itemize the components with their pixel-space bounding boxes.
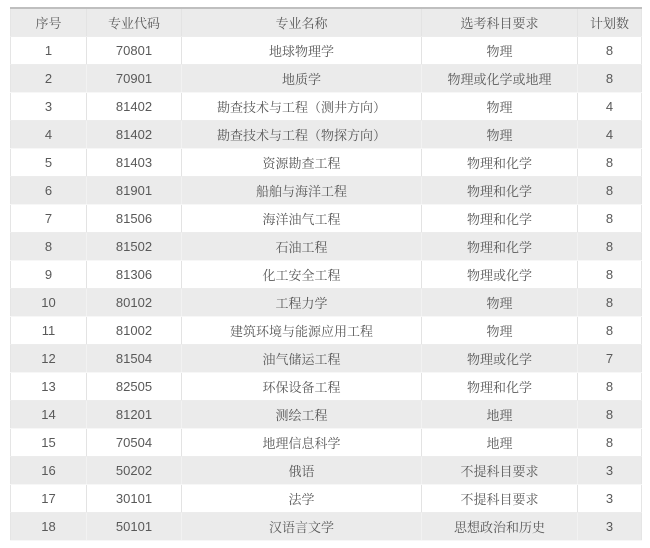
cell-major-code: 81901 [87, 176, 182, 204]
cell-plan-count: 8 [578, 64, 642, 92]
cell-plan-count: 8 [578, 428, 642, 456]
table-row [11, 120, 642, 148]
cell-major-name: 汉语言文学 [182, 512, 422, 540]
cell-major-code: 50101 [87, 512, 182, 540]
cell-index: 13 [11, 372, 87, 400]
cell-plan-count: 7 [578, 344, 642, 372]
table-row [11, 148, 642, 176]
cell-index: 16 [11, 456, 87, 484]
cell-plan-count: 8 [578, 148, 642, 176]
admission-plan-table [10, 7, 642, 541]
table-row [11, 92, 642, 120]
table-row [11, 484, 642, 512]
cell-index: 3 [11, 92, 87, 120]
cell-index: 7 [11, 204, 87, 232]
cell-major-name: 工程力学 [182, 288, 422, 316]
table-row [11, 512, 642, 540]
cell-major-code: 50202 [87, 456, 182, 484]
cell-major-name: 勘查技术与工程（物探方向） [182, 120, 422, 148]
cell-major-code: 70801 [87, 36, 182, 64]
cell-major-code: 70504 [87, 428, 182, 456]
table-row [11, 36, 642, 64]
cell-subject-req: 物理和化学 [422, 372, 578, 400]
cell-subject-req: 不提科目要求 [422, 456, 578, 484]
cell-subject-req: 物理 [422, 92, 578, 120]
cell-index: 6 [11, 176, 87, 204]
cell-major-code: 80102 [87, 288, 182, 316]
col-header-major-code: 专业代码 [87, 8, 182, 36]
admission-plan-table-container [10, 7, 641, 541]
cell-plan-count: 3 [578, 456, 642, 484]
cell-major-name: 俄语 [182, 456, 422, 484]
cell-major-name: 地球物理学 [182, 36, 422, 64]
cell-major-code: 81403 [87, 148, 182, 176]
cell-index: 14 [11, 400, 87, 428]
cell-plan-count: 8 [578, 260, 642, 288]
cell-plan-count: 8 [578, 232, 642, 260]
table-row [11, 400, 642, 428]
cell-index: 18 [11, 512, 87, 540]
cell-major-name: 资源勘查工程 [182, 148, 422, 176]
table-row [11, 204, 642, 232]
cell-major-name: 石油工程 [182, 232, 422, 260]
cell-subject-req: 物理或化学 [422, 344, 578, 372]
table-row [11, 456, 642, 484]
cell-major-code: 81504 [87, 344, 182, 372]
cell-index: 15 [11, 428, 87, 456]
col-header-major-name: 专业名称 [182, 8, 422, 36]
cell-index: 10 [11, 288, 87, 316]
table-row [11, 344, 642, 372]
table-row [11, 316, 642, 344]
cell-major-name: 地理信息科学 [182, 428, 422, 456]
cell-subject-req: 物理 [422, 316, 578, 344]
cell-plan-count: 8 [578, 372, 642, 400]
cell-plan-count: 8 [578, 176, 642, 204]
cell-major-code: 81402 [87, 120, 182, 148]
cell-major-code: 81502 [87, 232, 182, 260]
cell-index: 17 [11, 484, 87, 512]
cell-subject-req: 地理 [422, 428, 578, 456]
cell-major-code: 70901 [87, 64, 182, 92]
cell-plan-count: 8 [578, 316, 642, 344]
cell-subject-req: 思想政治和历史 [422, 512, 578, 540]
cell-plan-count: 4 [578, 120, 642, 148]
cell-major-name: 化工安全工程 [182, 260, 422, 288]
cell-major-name: 油气储运工程 [182, 344, 422, 372]
cell-index: 2 [11, 64, 87, 92]
cell-subject-req: 物理或化学 [422, 260, 578, 288]
cell-index: 4 [11, 120, 87, 148]
cell-plan-count: 8 [578, 204, 642, 232]
cell-major-name: 环保设备工程 [182, 372, 422, 400]
table-header-row [11, 8, 642, 36]
cell-major-code: 81201 [87, 400, 182, 428]
cell-major-name: 地质学 [182, 64, 422, 92]
cell-subject-req: 物理 [422, 288, 578, 316]
cell-plan-count: 4 [578, 92, 642, 120]
cell-subject-req: 物理和化学 [422, 204, 578, 232]
table-row [11, 232, 642, 260]
table-row [11, 260, 642, 288]
cell-subject-req: 物理和化学 [422, 148, 578, 176]
cell-index: 11 [11, 316, 87, 344]
cell-major-name: 测绘工程 [182, 400, 422, 428]
cell-major-name: 海洋油气工程 [182, 204, 422, 232]
cell-subject-req: 物理 [422, 36, 578, 64]
cell-major-name: 法学 [182, 484, 422, 512]
cell-index: 9 [11, 260, 87, 288]
cell-subject-req: 不提科目要求 [422, 484, 578, 512]
table-row [11, 372, 642, 400]
cell-subject-req: 地理 [422, 400, 578, 428]
cell-index: 8 [11, 232, 87, 260]
cell-subject-req: 物理或化学或地理 [422, 64, 578, 92]
table-row [11, 176, 642, 204]
table-row [11, 64, 642, 92]
cell-index: 1 [11, 36, 87, 64]
col-header-plan-count: 计划数 [578, 8, 642, 36]
cell-index: 5 [11, 148, 87, 176]
col-header-index: 序号 [11, 8, 87, 36]
cell-plan-count: 8 [578, 36, 642, 64]
cell-index: 12 [11, 344, 87, 372]
table-row [11, 288, 642, 316]
cell-major-code: 81506 [87, 204, 182, 232]
cell-major-name: 勘查技术与工程（测井方向） [182, 92, 422, 120]
cell-major-code: 81402 [87, 92, 182, 120]
table-header [11, 8, 642, 36]
table-body [11, 36, 642, 540]
cell-subject-req: 物理 [422, 120, 578, 148]
cell-plan-count: 8 [578, 400, 642, 428]
cell-plan-count: 8 [578, 288, 642, 316]
col-header-subject-req: 选考科目要求 [422, 8, 578, 36]
cell-major-code: 81002 [87, 316, 182, 344]
cell-major-code: 82505 [87, 372, 182, 400]
table-row [11, 428, 642, 456]
cell-subject-req: 物理和化学 [422, 232, 578, 260]
cell-plan-count: 3 [578, 512, 642, 540]
cell-major-name: 船舶与海洋工程 [182, 176, 422, 204]
cell-major-code: 81306 [87, 260, 182, 288]
cell-major-name: 建筑环境与能源应用工程 [182, 316, 422, 344]
cell-subject-req: 物理和化学 [422, 176, 578, 204]
cell-major-code: 30101 [87, 484, 182, 512]
cell-plan-count: 3 [578, 484, 642, 512]
